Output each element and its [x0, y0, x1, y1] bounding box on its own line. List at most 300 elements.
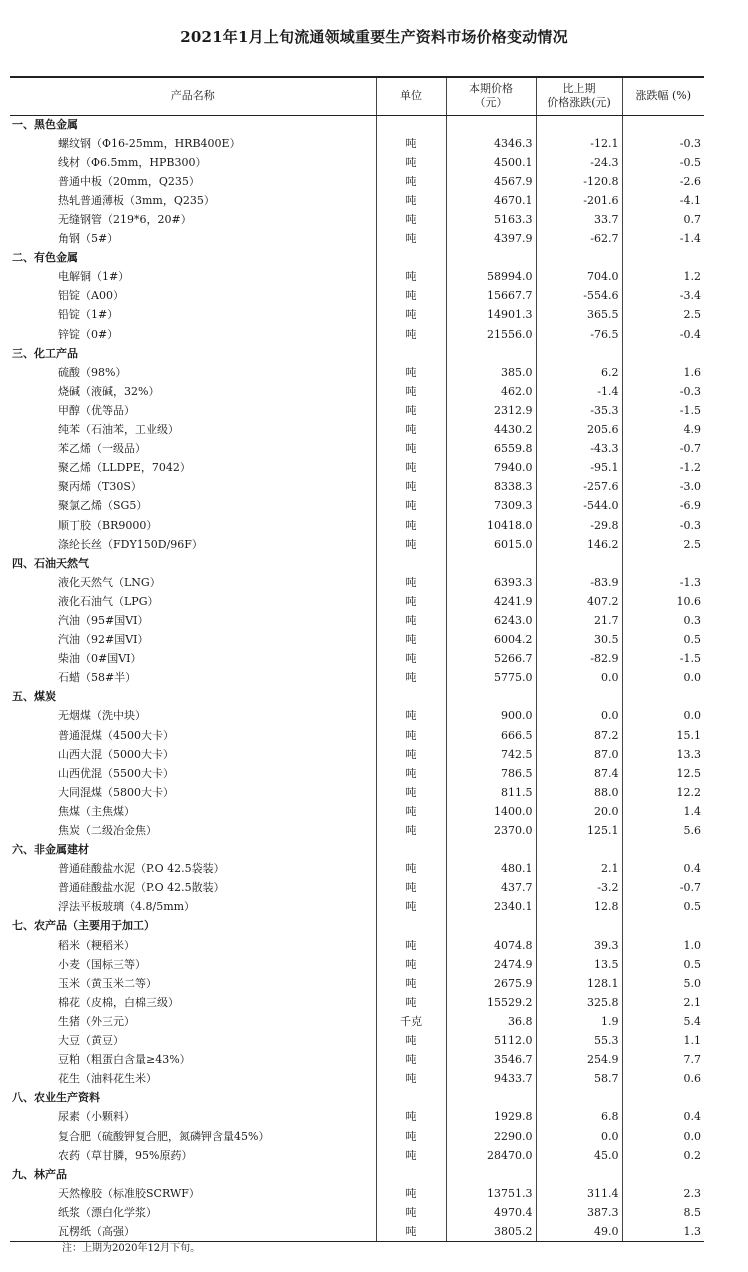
price-change-cell: -43.3 [536, 440, 622, 459]
change-percent-cell: -4.1 [622, 191, 704, 210]
current-price-cell: 13751.3 [446, 1184, 536, 1203]
current-price-cell: 900.0 [446, 707, 536, 726]
product-name-cell: 石蜡（58#半） [58, 671, 137, 685]
product-name-cell: 浮法平板玻璃（4.8/5mm） [58, 900, 196, 914]
product-name-cell: 农药（草甘膦，95%原药） [58, 1148, 193, 1162]
price-change-cell: -29.8 [536, 516, 622, 535]
unit-cell: 吨 [376, 631, 446, 650]
change-percent-cell [622, 344, 704, 363]
change-percent-cell [622, 1089, 704, 1108]
table-row [10, 783, 704, 802]
table-row [10, 860, 704, 879]
unit-cell: 吨 [376, 1222, 446, 1241]
change-percent-cell: -0.7 [622, 440, 704, 459]
table-row [10, 268, 704, 287]
table-row [10, 611, 704, 630]
price-change-cell: 13.5 [536, 955, 622, 974]
table-row [10, 382, 704, 401]
current-price-cell: 15529.2 [446, 993, 536, 1012]
product-name-cell: 热轧普通薄板（3mm，Q235） [58, 193, 215, 207]
unit-cell: 吨 [376, 974, 446, 993]
unit-cell [376, 1089, 446, 1108]
price-change-cell: 311.4 [536, 1184, 622, 1203]
price-change-cell: -257.6 [536, 478, 622, 497]
price-change-cell [536, 841, 622, 860]
current-price-cell: 58994.0 [446, 268, 536, 287]
unit-cell: 吨 [376, 860, 446, 879]
price-change-cell: 0.0 [536, 1127, 622, 1146]
change-percent-cell: 0.0 [622, 669, 704, 688]
product-name-cell: 线材（Φ6.5mm，HPB300） [58, 155, 207, 169]
product-name-cell: 山西优混（5500大卡） [58, 766, 174, 780]
price-change-cell: 254.9 [536, 1051, 622, 1070]
unit-cell [376, 344, 446, 363]
change-percent-cell: 1.4 [622, 802, 704, 821]
current-price-cell [446, 115, 536, 134]
product-name-cell: 苯乙烯（一级品） [58, 442, 146, 456]
price-change-cell: 87.4 [536, 764, 622, 783]
unit-cell: 吨 [376, 650, 446, 669]
price-change-cell: 325.8 [536, 993, 622, 1012]
product-name-cell: 聚丙烯（T30S） [58, 480, 142, 494]
change-percent-cell: -3.4 [622, 287, 704, 306]
change-percent-cell: 12.2 [622, 783, 704, 802]
table-row [10, 230, 704, 249]
header-unit: 单位 [376, 77, 446, 115]
current-price-cell: 4241.9 [446, 592, 536, 611]
unit-cell: 吨 [376, 1146, 446, 1165]
current-price-cell: 480.1 [446, 860, 536, 879]
table-row [10, 1184, 704, 1203]
current-price-cell: 4430.2 [446, 421, 536, 440]
price-change-cell: 55.3 [536, 1032, 622, 1051]
unit-cell: 吨 [376, 802, 446, 821]
product-name-cell: 聚乙烯（LLDPE，7042） [58, 461, 191, 475]
product-name-cell: 五、煤炭 [12, 690, 56, 704]
product-name-cell: 硫酸（98%） [58, 365, 127, 379]
unit-cell: 吨 [376, 535, 446, 554]
table-row [10, 821, 704, 840]
current-price-cell: 10418.0 [446, 516, 536, 535]
change-percent-cell [622, 1165, 704, 1184]
unit-cell: 吨 [376, 936, 446, 955]
product-name-cell: 六、非金属建材 [12, 843, 89, 857]
unit-cell [376, 841, 446, 860]
price-change-cell [536, 249, 622, 268]
table-row [10, 306, 704, 325]
table-row [10, 726, 704, 745]
price-change-cell: 0.0 [536, 669, 622, 688]
current-price-cell [446, 1165, 536, 1184]
table-row [10, 650, 704, 669]
current-price-cell: 385.0 [446, 363, 536, 382]
current-price-cell: 786.5 [446, 764, 536, 783]
price-change-cell: -62.7 [536, 230, 622, 249]
table-row [10, 974, 704, 993]
unit-cell: 吨 [376, 306, 446, 325]
unit-cell: 吨 [376, 363, 446, 382]
product-name-cell: 焦炭（二级冶金焦） [58, 824, 157, 838]
product-name-cell: 普通硅酸盐水泥（P.O 42.5袋装） [58, 862, 225, 876]
category-row [10, 554, 704, 573]
price-change-cell: -544.0 [536, 497, 622, 516]
change-percent-cell: 5.4 [622, 1012, 704, 1031]
price-change-cell: 12.8 [536, 898, 622, 917]
product-name-cell: 二、有色金属 [12, 251, 78, 265]
change-percent-cell: 0.0 [622, 1127, 704, 1146]
current-price-cell: 666.5 [446, 726, 536, 745]
unit-cell [376, 115, 446, 134]
unit-cell: 吨 [376, 707, 446, 726]
unit-cell: 吨 [376, 172, 446, 191]
product-name-cell: 八、农业生产资料 [12, 1091, 100, 1105]
change-percent-cell: -0.7 [622, 879, 704, 898]
product-name-cell: 烧碱（液碱，32%） [58, 384, 160, 398]
table-row [10, 1203, 704, 1222]
table-row [10, 363, 704, 382]
change-percent-cell: -0.3 [622, 134, 704, 153]
current-price-cell: 4567.9 [446, 172, 536, 191]
current-price-cell [446, 841, 536, 860]
unit-cell: 吨 [376, 1108, 446, 1127]
current-price-cell: 7940.0 [446, 459, 536, 478]
unit-cell: 吨 [376, 230, 446, 249]
unit-cell: 吨 [376, 210, 446, 229]
unit-cell: 吨 [376, 516, 446, 535]
unit-cell: 吨 [376, 669, 446, 688]
current-price-cell: 1929.8 [446, 1108, 536, 1127]
table-row [10, 1012, 704, 1031]
category-row [10, 115, 704, 134]
current-price-cell: 4970.4 [446, 1203, 536, 1222]
change-percent-cell: 1.2 [622, 268, 704, 287]
product-name-cell: 无烟煤（洗中块） [58, 709, 146, 723]
unit-cell: 吨 [376, 1051, 446, 1070]
unit-cell: 千克 [376, 1012, 446, 1031]
current-price-cell: 5266.7 [446, 650, 536, 669]
product-name-cell: 稻米（粳稻米） [58, 938, 135, 952]
change-percent-cell: -1.5 [622, 401, 704, 420]
unit-cell: 吨 [376, 611, 446, 630]
table-row [10, 134, 704, 153]
price-change-cell: 30.5 [536, 631, 622, 650]
product-name-cell: 玉米（黄玉米二等） [58, 976, 157, 990]
price-change-cell: 205.6 [536, 421, 622, 440]
unit-cell: 吨 [376, 191, 446, 210]
current-price-cell [446, 917, 536, 936]
product-name-cell: 铝锭（A00） [58, 289, 124, 303]
price-change-cell: 6.2 [536, 363, 622, 382]
category-row [10, 344, 704, 363]
current-price-cell: 4670.1 [446, 191, 536, 210]
change-percent-cell: -1.4 [622, 230, 704, 249]
price-change-cell [536, 115, 622, 134]
change-percent-cell: 1.1 [622, 1032, 704, 1051]
price-change-cell: -95.1 [536, 459, 622, 478]
table-row [10, 1108, 704, 1127]
product-name-cell: 纯苯（石油苯，工业级） [58, 423, 179, 437]
unit-cell: 吨 [376, 401, 446, 420]
unit-cell [376, 688, 446, 707]
change-percent-cell [622, 688, 704, 707]
unit-cell: 吨 [376, 459, 446, 478]
current-price-cell [446, 688, 536, 707]
current-price-cell [446, 344, 536, 363]
unit-cell: 吨 [376, 898, 446, 917]
price-change-cell: 88.0 [536, 783, 622, 802]
change-percent-cell: -0.4 [622, 325, 704, 344]
header-change-percent: 涨跌幅 (%) [622, 77, 704, 115]
product-name-cell: 无缝钢管（219*6，20#） [58, 213, 192, 227]
price-change-cell: -76.5 [536, 325, 622, 344]
price-change-cell: 87.2 [536, 726, 622, 745]
product-name-cell: 顺丁胶（BR9000） [58, 518, 158, 532]
current-price-cell: 7309.3 [446, 497, 536, 516]
change-percent-cell: 0.6 [622, 1070, 704, 1089]
table-row [10, 707, 704, 726]
table-row [10, 401, 704, 420]
price-change-cell: 39.3 [536, 936, 622, 955]
change-percent-cell: 2.5 [622, 535, 704, 554]
product-name-cell: 角钢（5#） [58, 232, 119, 246]
unit-cell: 吨 [376, 821, 446, 840]
category-row [10, 1165, 704, 1184]
table-row [10, 210, 704, 229]
current-price-cell: 14901.3 [446, 306, 536, 325]
current-price-cell [446, 554, 536, 573]
table-body [10, 115, 704, 1242]
table-header-row [10, 77, 704, 115]
table-row [10, 1146, 704, 1165]
current-price-cell: 6015.0 [446, 535, 536, 554]
header-product-name: 产品名称 [10, 77, 376, 115]
price-change-cell [536, 1165, 622, 1184]
current-price-cell: 2370.0 [446, 821, 536, 840]
unit-cell: 吨 [376, 764, 446, 783]
current-price-cell: 6243.0 [446, 611, 536, 630]
change-percent-cell: 7.7 [622, 1051, 704, 1070]
table-row [10, 516, 704, 535]
price-change-cell: 128.1 [536, 974, 622, 993]
category-row [10, 917, 704, 936]
change-percent-cell: -0.3 [622, 382, 704, 401]
price-change-cell: -83.9 [536, 573, 622, 592]
change-percent-cell: -0.3 [622, 516, 704, 535]
price-change-cell [536, 917, 622, 936]
change-percent-cell: -6.9 [622, 497, 704, 516]
price-change-cell [536, 344, 622, 363]
product-name-cell: 焦煤（主焦煤） [58, 804, 135, 818]
change-percent-cell: 13.3 [622, 745, 704, 764]
current-price-cell: 3546.7 [446, 1051, 536, 1070]
table-row [10, 1032, 704, 1051]
header-current-price-line1: 本期价格 [469, 82, 513, 96]
price-change-cell: 49.0 [536, 1222, 622, 1241]
product-name-cell: 液化石油气（LPG） [58, 594, 159, 608]
table-row [10, 172, 704, 191]
current-price-cell: 742.5 [446, 745, 536, 764]
price-change-cell: 20.0 [536, 802, 622, 821]
change-percent-cell: 15.1 [622, 726, 704, 745]
price-change-cell: -554.6 [536, 287, 622, 306]
product-name-cell: 汽油（95#国VI） [58, 613, 149, 627]
unit-cell: 吨 [376, 1070, 446, 1089]
change-percent-cell: 2.3 [622, 1184, 704, 1203]
category-row [10, 841, 704, 860]
current-price-cell: 811.5 [446, 783, 536, 802]
unit-cell: 吨 [376, 440, 446, 459]
product-name-cell: 七、农产品（主要用于加工） [12, 919, 155, 933]
price-change-cell: -3.2 [536, 879, 622, 898]
table-row [10, 1127, 704, 1146]
product-name-cell: 豆粕（粗蛋白含量≥43%） [58, 1053, 191, 1067]
change-percent-cell: 0.0 [622, 707, 704, 726]
unit-cell [376, 249, 446, 268]
product-name-cell: 尿素（小颗料） [58, 1110, 135, 1124]
unit-cell: 吨 [376, 478, 446, 497]
unit-cell: 吨 [376, 783, 446, 802]
unit-cell: 吨 [376, 1032, 446, 1051]
price-change-cell: -24.3 [536, 153, 622, 172]
header-price-change [536, 77, 622, 115]
table-row [10, 879, 704, 898]
change-percent-cell [622, 917, 704, 936]
price-change-cell: 87.0 [536, 745, 622, 764]
product-name-cell: 液化天然气（LNG） [58, 575, 161, 589]
current-price-cell: 8338.3 [446, 478, 536, 497]
current-price-cell: 2312.9 [446, 401, 536, 420]
current-price-cell: 28470.0 [446, 1146, 536, 1165]
change-percent-cell: 5.6 [622, 821, 704, 840]
product-name-cell: 螺纹钢（Φ16-25mm，HRB400E） [58, 136, 241, 150]
unit-cell [376, 1165, 446, 1184]
current-price-cell [446, 249, 536, 268]
change-percent-cell: 12.5 [622, 764, 704, 783]
product-name-cell: 普通硅酸盐水泥（P.O 42.5散装） [58, 881, 225, 895]
change-percent-cell: 0.4 [622, 860, 704, 879]
price-change-cell: 387.3 [536, 1203, 622, 1222]
category-row [10, 688, 704, 707]
current-price-cell: 1400.0 [446, 802, 536, 821]
footnote: 注：上期为2020年12月下旬。 [62, 1243, 201, 1254]
change-percent-cell: -0.5 [622, 153, 704, 172]
change-percent-cell: -1.5 [622, 650, 704, 669]
change-percent-cell: 2.5 [622, 306, 704, 325]
category-row [10, 1089, 704, 1108]
table-row [10, 802, 704, 821]
product-name-cell: 小麦（国标三等） [58, 957, 146, 971]
unit-cell: 吨 [376, 955, 446, 974]
price-change-cell: -35.3 [536, 401, 622, 420]
price-change-cell: 58.7 [536, 1070, 622, 1089]
change-percent-cell: 0.3 [622, 611, 704, 630]
table-row [10, 191, 704, 210]
unit-cell: 吨 [376, 1184, 446, 1203]
product-name-cell: 瓦楞纸（高强） [10, 1222, 376, 1241]
table-row [10, 1051, 704, 1070]
current-price-cell: 462.0 [446, 382, 536, 401]
unit-cell: 吨 [376, 153, 446, 172]
change-percent-cell: 1.0 [622, 936, 704, 955]
current-price-cell: 9433.7 [446, 1070, 536, 1089]
price-change-cell: 146.2 [536, 535, 622, 554]
change-percent-cell: 0.2 [622, 1146, 704, 1165]
current-price-cell: 5112.0 [446, 1032, 536, 1051]
change-percent-cell [622, 249, 704, 268]
change-percent-cell [622, 554, 704, 573]
price-change-cell: 45.0 [536, 1146, 622, 1165]
current-price-cell: 437.7 [446, 879, 536, 898]
change-percent-cell: 2.1 [622, 993, 704, 1012]
product-name-cell: 聚氯乙烯（SG5） [58, 499, 148, 513]
current-price-cell: 6559.8 [446, 440, 536, 459]
product-name-cell: 电解铜（1#） [58, 270, 130, 284]
product-name-cell: 甲醇（优等品） [58, 403, 135, 417]
current-price-cell: 4346.3 [446, 134, 536, 153]
product-name-cell: 九、林产品 [12, 1167, 67, 1181]
unit-cell: 吨 [376, 497, 446, 516]
current-price-cell: 2340.1 [446, 898, 536, 917]
change-percent-cell: 5.0 [622, 974, 704, 993]
product-name-cell: 山西大混（5000大卡） [58, 747, 174, 761]
product-name-cell: 三、化工产品 [12, 346, 78, 360]
change-percent-cell: -1.3 [622, 573, 704, 592]
change-percent-cell: 0.7 [622, 210, 704, 229]
page-title: 2021年1月上旬流通领域重要生产资料市场价格变动情况 [180, 28, 568, 46]
table-row [10, 955, 704, 974]
header-current-price-line2: （元） [474, 96, 508, 110]
product-name-cell: 普通中板（20mm，Q235） [58, 174, 200, 188]
price-change-cell: 704.0 [536, 268, 622, 287]
product-name-cell: 生猪（外三元） [58, 1014, 135, 1028]
table-row [10, 764, 704, 783]
price-change-cell: 1.9 [536, 1012, 622, 1031]
header-current-price [446, 77, 536, 115]
current-price-cell: 5775.0 [446, 669, 536, 688]
price-change-cell: 2.1 [536, 860, 622, 879]
unit-cell: 吨 [376, 1203, 446, 1222]
product-name-cell: 锌锭（0#） [58, 327, 119, 341]
current-price-cell [446, 1089, 536, 1108]
current-price-cell: 15667.7 [446, 287, 536, 306]
product-name-cell: 汽油（92#国VI） [58, 633, 149, 647]
product-name-cell: 花生（油料花生米） [58, 1072, 157, 1086]
unit-cell: 吨 [376, 421, 446, 440]
price-change-cell: -201.6 [536, 191, 622, 210]
product-name-cell: 涤纶长丝（FDY150D/96F） [58, 537, 203, 551]
price-change-cell: 407.2 [536, 592, 622, 611]
product-name-cell: 大豆（黄豆） [58, 1034, 124, 1048]
change-percent-cell [622, 841, 704, 860]
current-price-cell: 4074.8 [446, 936, 536, 955]
current-price-cell: 6004.2 [446, 631, 536, 650]
change-percent-cell: 0.4 [622, 1108, 704, 1127]
current-price-cell: 4500.1 [446, 153, 536, 172]
table-row [10, 592, 704, 611]
change-percent-cell: 0.5 [622, 631, 704, 650]
unit-cell: 吨 [376, 134, 446, 153]
price-change-cell: -82.9 [536, 650, 622, 669]
product-name-cell: 四、石油天然气 [12, 556, 89, 570]
unit-cell: 吨 [376, 268, 446, 287]
current-price-cell: 5163.3 [446, 210, 536, 229]
change-percent-cell [622, 115, 704, 134]
price-change-cell [536, 688, 622, 707]
price-change-cell: -1.4 [536, 382, 622, 401]
product-name-cell: 纸浆（漂白化学浆） [58, 1205, 157, 1219]
price-change-cell [536, 1089, 622, 1108]
table-row [10, 440, 704, 459]
